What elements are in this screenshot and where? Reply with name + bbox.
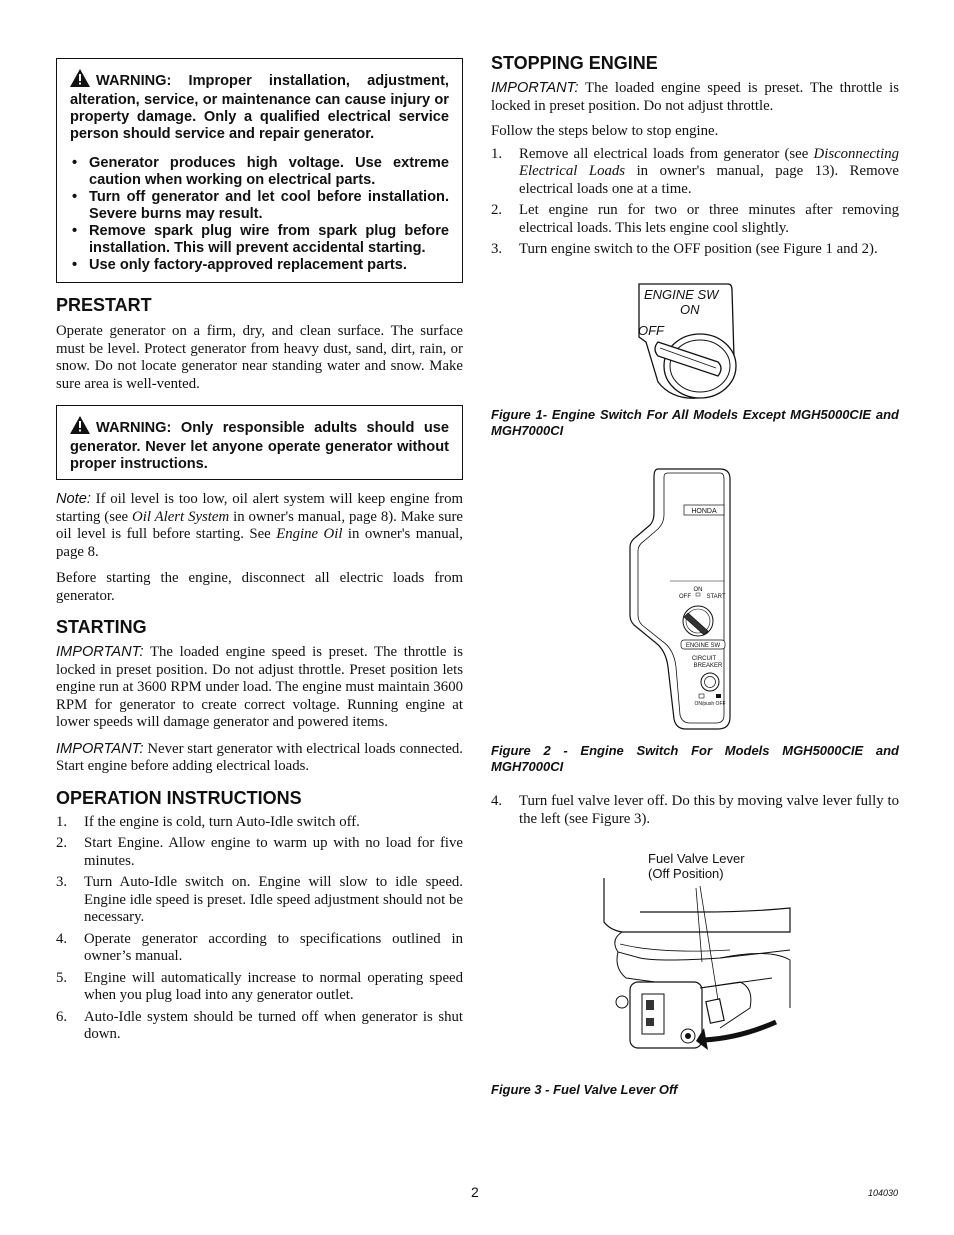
figure2-on: ON [693,587,703,593]
prestart-heading: PRESTART [56,295,152,315]
operation-step: 2. Start Engine. Allow engine to warm up with no load for five minutes. [56,835,463,869]
warning-bullet: • Generator produces high voltage. Use extreme caution when working on electrical parts. [70,155,449,189]
warning-heading: WARNING: Improper installation, adjustment, alteration, service, or maintenance can cause injury or property damage. Only a qualified electrical service person should service and repair generator. [70,69,449,143]
warning-bullet-list [70,155,449,274]
page-number: 2 [471,1184,479,1200]
figure3-caption: Figure 3 - Fuel Valve Lever Off [491,1082,678,1097]
starting-important-2: IMPORTANT: Never start generator with electrical loads connected. Start engine before adding electrical loads. [56,740,463,774]
warning-box-installation [56,58,463,283]
warning-bullet: • Remove spark plug wire from spark plug before installation. This will prevent accidental starting. [70,223,449,257]
figure1-caption: Figure 1- Engine Switch For All Models Except MGH5000CIE and MGH7000CI [491,407,899,438]
figure2-brand: HONDA [691,508,717,515]
figure1-label-on: ON [680,302,700,317]
disconnect-loads-text: Before starting the engine, disconnect all electric loads from generator. [56,570,463,604]
starting-important-1: IMPORTANT: The loaded engine speed is preset. The throttle is locked in preset position. Do not adjust throttle. Preset position lets engine run at 3600 RPM under load. The engine must maintain 3600 RPM for generator to create correct voltage. Running engine at lower speeds will damage generator and powered items. [56,644,463,730]
figure2-start: START [706,594,726,600]
figure3-label: Fuel Valve Lever (Off Position) [648,851,745,881]
figure2-onpush: ON/push OFF [694,701,726,707]
stopping-steps [491,146,899,259]
warning-icon [70,69,90,92]
stopping-step: 4. Turn fuel valve lever off. Do this by moving valve lever fully to the left (see Figure 3). [491,793,899,827]
stopping-step: 2. Let engine run for two or three minutes after removing electrical loads. This lets engine cool slightly. [491,202,899,236]
left-column [56,58,463,1048]
figure2-caption: Figure 2 - Engine Switch For Models MGH5000CIE and MGH7000CI [491,743,899,774]
figure1-label-off: OFF [638,323,664,338]
warning-box-adults [56,405,463,480]
starting-heading: STARTING [56,617,147,637]
operation-step: 6. Auto-Idle system should be turned off when generator is shut down. [56,1008,463,1042]
document-code: 104030 [868,1188,899,1198]
warning-bullet: • Use only factory-approved replacement parts. [70,257,449,274]
warning-adults-text: WARNING: Only responsible adults should use generator. Never let anyone operate generator without proper instructions. [70,416,449,473]
right-column [491,52,899,263]
operation-step: 4. Operate generator according to specifications outlined in owner’s manual. [56,930,463,964]
prestart-body: Operate generator on a firm, dry, and clean surface. The surface must be level. Protect generator from heavy dust, sand, dirt, rain, or snow. Do not locate generator near standing water and snow. Make sure area is well-vented. [56,323,463,392]
warning-icon [70,416,90,439]
operation-step: 3. Turn Auto-Idle switch on. Engine will slow to idle speed. Engine idle speed is preset. Idle speed adjustment should not be necessary. [56,874,463,925]
figure2-breaker: BREAKER [693,663,723,669]
figure1-label-engine-sw: ENGINE SW [644,287,719,302]
figure2-off: OFF [679,594,691,600]
operation-step: 1. If the engine is cold, turn Auto-Idle switch off. [56,813,360,830]
stopping-important: IMPORTANT: The loaded engine speed is preset. The throttle is locked in preset position. Do not adjust throttle. [491,80,899,114]
oil-note: Note: If oil level is too low, oil alert system will keep engine from starting (see Oil Alert System in owner's manual, page 8). Make sure oil level is full before starting. See Engine Oil in owner's manual, page 8. [56,491,464,560]
stopping-steps-continued [491,793,899,832]
operation-step: 5. Engine will automatically increase to normal operating speed when you plug load into any generator outlet. [56,969,463,1003]
figure3-fuel-valve-illustration [600,878,796,1060]
figure1-engine-switch [636,282,740,402]
stopping-step: 1. Remove all electrical loads from generator (see Disconnecting Electrical Loads in owner's manual, page 13). Remove electrical loads one at a time. [491,145,899,197]
warning-bullet: • Turn off generator and let cool before installation. Severe burns may result. [70,189,449,223]
operation-heading: OPERATION INSTRUCTIONS [56,787,302,808]
stopping-follow: Follow the steps below to stop engine. [491,123,719,139]
operation-steps [56,814,463,1044]
stopping-step: 3. Turn engine switch to the OFF position (see Figure 1 and 2). [491,241,878,257]
stopping-heading: STOPPING ENGINE [491,53,658,73]
figure2-engine-sw: ENGINE SW [685,643,721,649]
figure2-circuit: CIRCUIT [691,656,717,662]
figure2-engine-switch-panel [628,467,732,733]
